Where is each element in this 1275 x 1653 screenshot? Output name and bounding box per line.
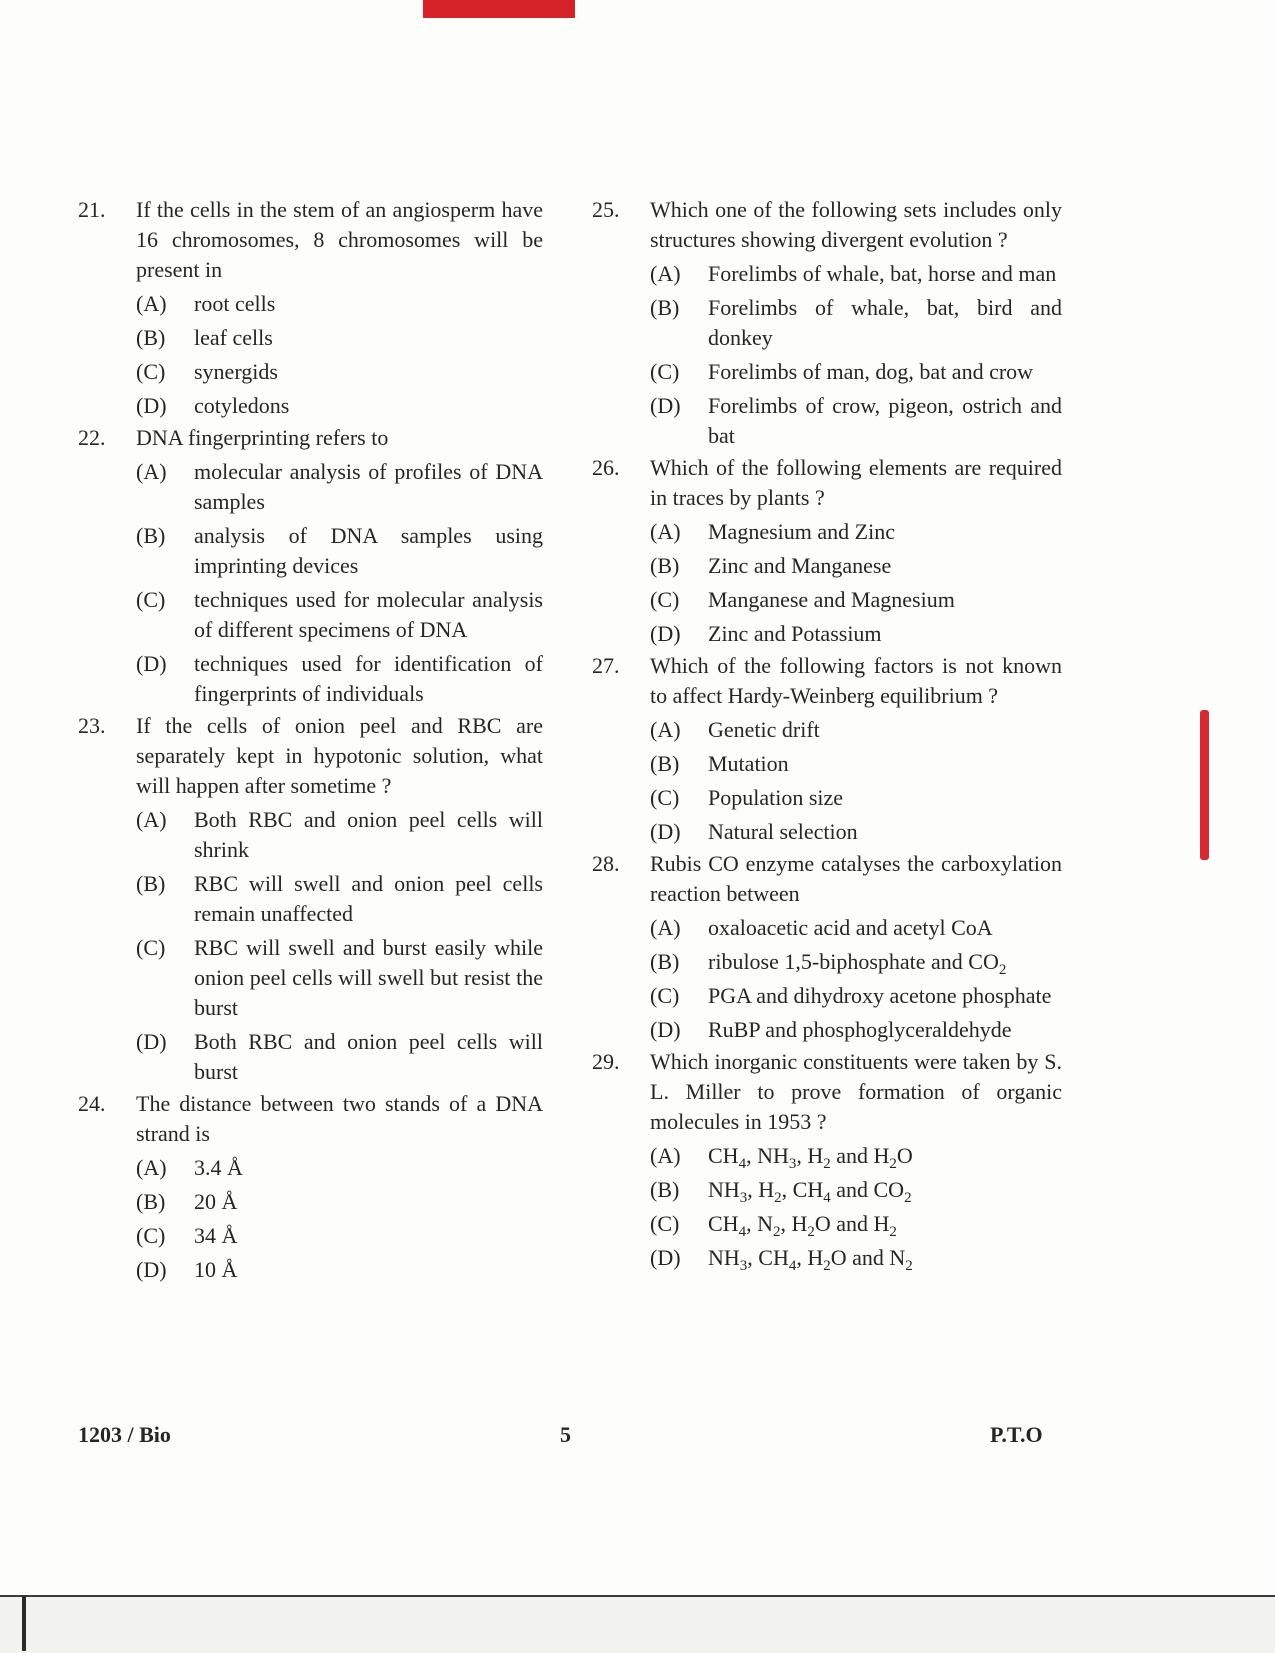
option-label: (A) <box>650 717 681 742</box>
option-text: 10 Å <box>194 1257 238 1282</box>
question-27 <box>592 651 1062 847</box>
option-item <box>136 869 543 929</box>
options-list <box>136 289 543 421</box>
option-item <box>136 585 543 645</box>
question-text: Which inorganic constituents were taken by S. L. Miller to prove formation of organic molecules in 1953 ? <box>650 1049 1062 1134</box>
option-item <box>650 517 1062 547</box>
question-number: 26. <box>592 455 620 480</box>
question-number: 22. <box>78 425 106 450</box>
option-text: leaf cells <box>194 325 273 350</box>
option-item <box>650 947 1062 977</box>
formula-part: O and H <box>814 1211 890 1236</box>
subscript: 4 <box>738 1156 747 1172</box>
option-label: (C) <box>650 785 680 810</box>
option-text: Manganese and Magnesium <box>708 587 955 612</box>
option-label: (A) <box>650 519 681 544</box>
option-text: Forelimbs of man, dog, bat and crow <box>708 359 1034 384</box>
page-bottom-edge <box>0 1595 1275 1653</box>
option-item <box>650 1175 1062 1205</box>
option-item <box>650 293 1062 353</box>
question-22 <box>78 423 543 709</box>
option-item <box>650 1209 1062 1239</box>
option-item <box>650 715 1062 745</box>
subscript: 3 <box>739 1258 748 1274</box>
option-text: Forelimbs of whale, bat, horse and man <box>708 261 1057 286</box>
subscript: 2 <box>889 1156 897 1172</box>
subscript: 2 <box>774 1190 782 1206</box>
option-item <box>650 259 1062 289</box>
question-number: 29. <box>592 1049 620 1074</box>
option-text: 3.4 Å <box>194 1155 243 1180</box>
option-label: (B) <box>650 553 680 578</box>
option-text: RBC will swell and onion peel cells remain unaffected <box>194 871 543 926</box>
subscript: 2 <box>772 1224 781 1240</box>
option-label: (D) <box>650 1245 681 1270</box>
option-item <box>650 585 1062 615</box>
right-column <box>592 195 1062 1273</box>
option-text: RBC will swell and burst easily while onion peel cells will swell but resist the burst <box>194 935 543 1020</box>
subscript: 2 <box>889 1224 897 1240</box>
option-text: techniques used for identification of fingerprints of individuals <box>194 651 543 706</box>
pto-label: P.T.O <box>990 1422 1043 1447</box>
option-item <box>136 323 543 353</box>
subscript: 4 <box>823 1190 831 1206</box>
question-number: 27. <box>592 653 620 678</box>
option-label: (B) <box>136 871 166 896</box>
option-text: Mutation <box>708 751 789 776</box>
formula-part: , H <box>747 1177 775 1202</box>
option-item <box>136 805 543 865</box>
question-23 <box>78 711 543 1087</box>
options-list <box>136 1153 543 1285</box>
option-item <box>650 817 1062 847</box>
option-label: (C) <box>650 359 680 384</box>
options-list <box>650 715 1062 847</box>
option-label: (D) <box>650 819 681 844</box>
formula-part: O and N <box>830 1245 906 1270</box>
option-text: Both RBC and onion peel cells will shrink <box>194 807 543 862</box>
options-list <box>650 517 1062 649</box>
option-text: 20 Å <box>194 1189 238 1214</box>
option-label: (C) <box>136 935 166 960</box>
option-label: (B) <box>650 1177 680 1202</box>
formula-part: , H <box>796 1245 824 1270</box>
option-text: Magnesium and Zinc <box>708 519 895 544</box>
option-label: (A) <box>136 291 167 316</box>
option-text <box>708 1243 1062 1273</box>
subscript: 3 <box>788 1156 797 1172</box>
option-label: (B) <box>650 751 680 776</box>
option-item <box>136 933 543 1023</box>
subscript: 2 <box>905 1258 913 1274</box>
subscript: 2 <box>998 962 1007 978</box>
option-label: (A) <box>650 261 681 286</box>
question-text: DNA fingerprinting refers to <box>136 425 389 450</box>
subscript: 3 <box>739 1190 748 1206</box>
option-label: (B) <box>136 325 166 350</box>
question-text: Which of the following factors is not known to affect Hardy-Weinberg equilibrium ? <box>650 653 1062 708</box>
option-label: (C) <box>136 359 166 384</box>
option-item <box>136 1221 543 1251</box>
option-label: (C) <box>650 587 680 612</box>
option-text: Genetic drift <box>708 717 820 742</box>
option-label: (A) <box>136 807 167 832</box>
question-24 <box>78 1089 543 1285</box>
option-item <box>650 913 1062 943</box>
formula-part: , NH <box>746 1143 789 1168</box>
options-list <box>136 805 543 1087</box>
option-text <box>708 947 1062 977</box>
option-item <box>650 1015 1062 1045</box>
option-item <box>136 1027 543 1087</box>
option-label: (D) <box>136 651 167 676</box>
formula-part: NH <box>708 1245 740 1270</box>
left-column <box>78 195 543 1285</box>
question-text: Which of the following elements are required in traces by plants ? <box>650 455 1062 510</box>
option-item <box>650 391 1062 451</box>
option-text: analysis of DNA samples using imprinting devices <box>194 523 543 578</box>
option-label: (B) <box>136 1189 166 1214</box>
option-label: (A) <box>136 1155 167 1180</box>
question-26 <box>592 453 1062 649</box>
paper-code: 1203 / Bio <box>78 1422 171 1447</box>
option-text: Population size <box>708 785 844 810</box>
option-item <box>136 357 543 387</box>
option-item <box>650 551 1062 581</box>
subscript: 2 <box>807 1224 815 1240</box>
option-label: (C) <box>650 1211 680 1236</box>
option-item <box>136 1153 543 1183</box>
option-text: techniques used for molecular analysis of different specimens of DNA <box>194 587 543 642</box>
option-item <box>136 1187 543 1217</box>
formula-part: , H <box>796 1143 824 1168</box>
question-text: Rubis CO enzyme catalyses the carboxylation reaction between <box>650 851 1062 906</box>
option-item <box>136 649 543 709</box>
options-list <box>650 913 1062 1045</box>
subscript: 4 <box>738 1224 747 1240</box>
formula-part: and CO <box>830 1177 905 1202</box>
subscript: 4 <box>788 1258 797 1274</box>
option-label: (B) <box>136 523 166 548</box>
option-text: root cells <box>194 291 276 316</box>
option-text: Both RBC and onion peel cells will burst <box>194 1029 543 1084</box>
option-label: (B) <box>650 949 680 974</box>
question-text: Which one of the following sets includes only structures showing divergent evolution ? <box>650 197 1062 252</box>
question-text: If the cells in the stem of an angiosperm have 16 chromosomes, 8 chromosomes will be present in <box>136 197 543 282</box>
question-29 <box>592 1047 1062 1273</box>
option-label: (D) <box>650 621 681 646</box>
option-label: (D) <box>136 393 167 418</box>
option-text: 34 Å <box>194 1223 238 1248</box>
option-label: (C) <box>136 1223 166 1248</box>
question-text: If the cells of onion peel and RBC are separately kept in hypotonic solution, what will happen after sometime ? <box>136 713 543 798</box>
option-item <box>136 391 543 421</box>
options-list <box>650 1141 1062 1273</box>
option-text: synergids <box>194 359 278 384</box>
option-item <box>136 521 543 581</box>
option-item <box>650 749 1062 779</box>
option-label: (D) <box>136 1029 167 1054</box>
page-left-edge <box>22 1596 26 1651</box>
option-item <box>650 619 1062 649</box>
page-number: 5 <box>560 1422 571 1447</box>
formula-part: ribulose 1,5-biphosphate and CO <box>708 949 999 974</box>
options-list <box>650 259 1062 451</box>
question-number: 25. <box>592 197 620 222</box>
option-text: Forelimbs of whale, bat, bird and donkey <box>708 295 1062 350</box>
option-text: oxaloacetic acid and acetyl CoA <box>708 915 993 940</box>
question-number: 21. <box>78 197 106 222</box>
question-number: 28. <box>592 851 620 876</box>
option-text: Forelimbs of crow, pigeon, ostrich and bat <box>708 393 1062 448</box>
formula-part: and H <box>830 1143 890 1168</box>
option-text <box>708 1209 1062 1239</box>
option-item <box>650 1243 1062 1273</box>
option-item <box>136 289 543 319</box>
formula-part: , N <box>746 1211 773 1236</box>
option-item <box>650 1141 1062 1171</box>
question-28 <box>592 849 1062 1045</box>
option-item <box>136 457 543 517</box>
formula-part: CH <box>708 1143 739 1168</box>
question-21 <box>78 195 543 421</box>
formula-part: , H <box>780 1211 808 1236</box>
formula-part: , CH <box>747 1245 789 1270</box>
option-item <box>650 357 1062 387</box>
option-text: RuBP and phosphoglyceraldehyde <box>708 1017 1012 1042</box>
option-text: PGA and dihydroxy acetone phosphate <box>708 983 1052 1008</box>
option-label: (D) <box>650 393 681 418</box>
option-text <box>708 1175 1062 1205</box>
option-item <box>136 1255 543 1285</box>
option-label: (D) <box>650 1017 681 1042</box>
option-item <box>650 981 1062 1011</box>
question-number: 24. <box>78 1091 106 1116</box>
option-label: (C) <box>650 983 680 1008</box>
question-25 <box>592 195 1062 451</box>
option-text: Zinc and Potassium <box>708 621 882 646</box>
option-item <box>650 783 1062 813</box>
option-text: Zinc and Manganese <box>708 553 892 578</box>
option-label: (A) <box>650 915 681 940</box>
formula-part: , CH <box>781 1177 824 1202</box>
subscript: 2 <box>823 1156 831 1172</box>
options-list <box>136 457 543 709</box>
formula-part: NH <box>708 1177 740 1202</box>
red-tab-mark <box>423 0 575 18</box>
option-text: molecular analysis of profiles of DNA samples <box>194 459 543 514</box>
option-label: (A) <box>136 459 167 484</box>
option-label: (C) <box>136 587 166 612</box>
option-text: cotyledons <box>194 393 290 418</box>
red-edge-mark <box>1200 710 1209 860</box>
subscript: 2 <box>904 1190 912 1206</box>
question-number: 23. <box>78 713 106 738</box>
option-label: (B) <box>650 295 680 320</box>
formula-part: CH <box>708 1211 739 1236</box>
subscript: 2 <box>823 1258 831 1274</box>
formula-part: O <box>896 1143 913 1168</box>
option-label: (A) <box>650 1143 681 1168</box>
question-text: The distance between two stands of a DNA strand is <box>136 1091 543 1146</box>
option-text: Natural selection <box>708 819 858 844</box>
option-text <box>708 1141 1062 1171</box>
option-label: (D) <box>136 1257 167 1282</box>
